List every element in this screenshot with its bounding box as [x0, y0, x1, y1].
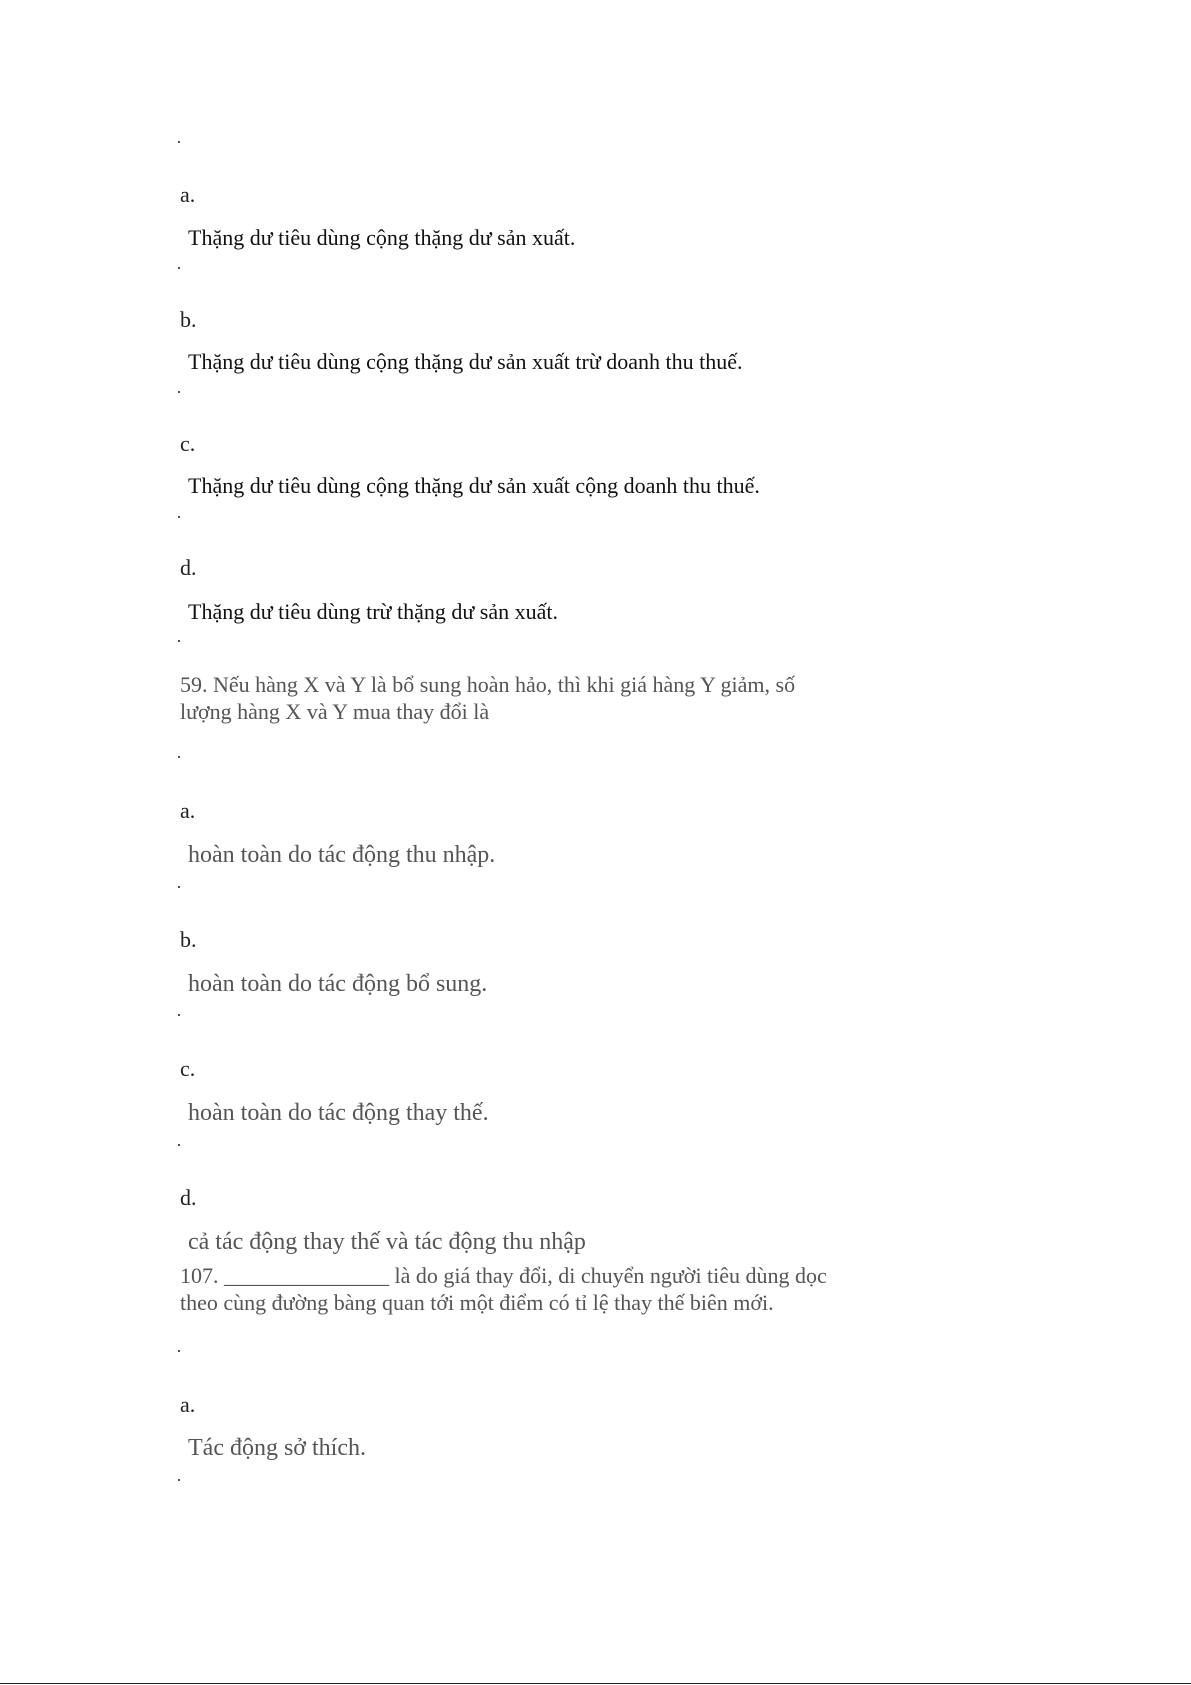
question-107-line2: theo cùng đường bàng quan tới một điểm có tỉ lệ thay thế biên mới.: [180, 1290, 774, 1315]
bullet-dot: [178, 1350, 180, 1352]
option-letter: d.: [180, 1185, 197, 1210]
question-59-line1: 59. Nếu hàng X và Y là bổ sung hoàn hảo, thì khi giá hàng Y giảm, số: [180, 672, 796, 697]
question-59-line2: lượng hàng X và Y mua thay đổi là: [180, 699, 490, 724]
option-letter: a.: [180, 1392, 196, 1417]
option-text: Thặng dư tiêu dùng cộng thặng dư sản xuất.: [188, 225, 576, 250]
option-letter: b.: [180, 307, 197, 332]
bullet-dot: [178, 1014, 180, 1016]
question-59: [180, 671, 880, 725]
bullet-dot: [178, 756, 180, 758]
option-letter: d.: [180, 555, 197, 580]
option-text: cả tác động thay thế và tác động thu nhập: [188, 1229, 586, 1255]
question-107-line1: 107. _______________ là do giá thay đổi, di chuyển người tiêu dùng dọc: [180, 1263, 827, 1288]
bullet-dot: [178, 1479, 180, 1481]
option-letter: b.: [180, 927, 197, 952]
option-text: Thặng dư tiêu dùng cộng thặng dư sản xuất trừ doanh thu thuế.: [188, 349, 743, 374]
bullet-dot: [178, 1144, 180, 1146]
option-letter: a.: [180, 182, 196, 207]
bullet-dot: [178, 267, 180, 269]
bullet-dot: [178, 516, 180, 518]
bullet-dot: [178, 141, 180, 143]
bullet-dot: [178, 640, 180, 642]
option-text: Thặng dư tiêu dùng cộng thặng dư sản xuất cộng doanh thu thuế.: [188, 473, 760, 498]
bullet-dot: [178, 886, 180, 888]
option-text: Thặng dư tiêu dùng trừ thặng dư sản xuất.: [188, 599, 558, 624]
option-text: Tác động sở thích.: [188, 1435, 366, 1461]
option-text: hoàn toàn do tác động thay thế.: [188, 1100, 489, 1126]
option-text: hoàn toàn do tác động bổ sung.: [188, 971, 488, 997]
option-letter: a.: [180, 798, 196, 823]
option-letter: c.: [180, 1056, 196, 1081]
question-107: [180, 1262, 880, 1316]
option-text: hoàn toàn do tác động thu nhập.: [188, 842, 496, 868]
option-letter: c.: [180, 431, 196, 456]
page-bottom-rule: [0, 1683, 1191, 1684]
bullet-dot: [178, 391, 180, 393]
